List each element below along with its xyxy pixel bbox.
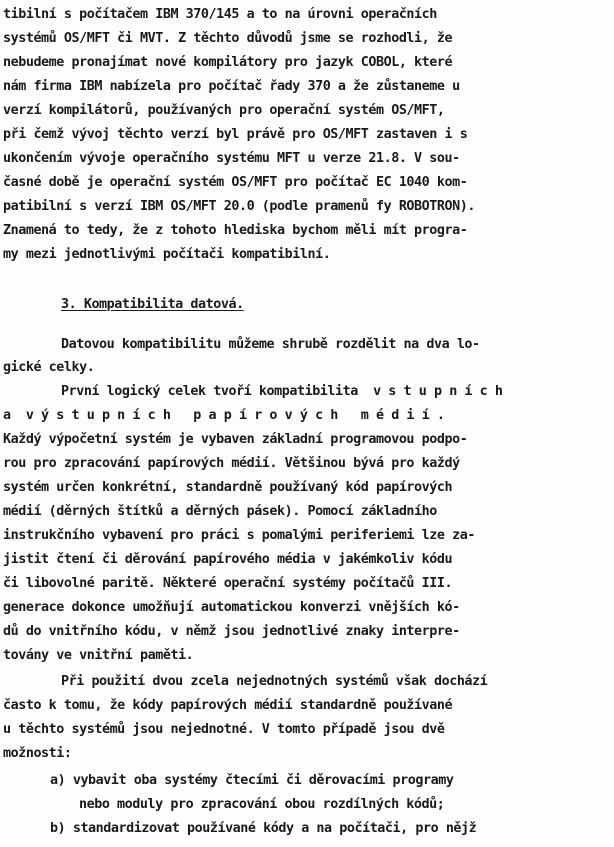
list-item-b: b) standardizovat používané kódy a na počítači, pro nějž [50,821,477,836]
text-line: nám firma IBM nabízela pro počítač řady 370 a že zůstaneme u [3,79,460,94]
text-line: často k tomu, že kódy papírových médií standardně používané [3,698,453,713]
text-line: či libovolné paritě. Některé operační systémy počítačů III. [3,576,453,591]
text-line: u těchto systémů jsou nejednotné. V tomto případě jsou dvě [3,722,445,737]
text-line: a v ý s t u p n í c h p a p í r o v ý c h m é d i í . [3,408,445,423]
text-line: médií (děrných štítků a děrných pásek). Pomocí základního [3,504,437,519]
list-item-a: a) vybavit oba systémy čtecími či děrovacími programy [50,773,454,788]
text-line: První logický celek tvoří kompatibilita v s t u p n í c h [61,384,503,399]
text-line: při čemž vývoj těchto verzí byl právě pro OS/MFT zastaven i s [3,127,468,142]
text-line: tibilní s počítačem IBM 370/145 a to na úrovni operačních [3,7,437,22]
text-line: Znamená to tedy, že z tohoto hlediska bychom měli mít progra- [3,223,468,238]
text-line: ukončením vývoje operačního systému MFT u verze 21.8. V sou- [3,151,460,166]
text-line: možnosti: [3,746,72,761]
text-line: gické celky. [3,360,95,375]
text-line: dů do vnitřního kódu, v němž jsou jednotlivé znaky interpre- [3,624,460,639]
text-line: rou pro zpracování papírových médií. Většinou bývá pro každý [3,456,460,471]
text-line: Při použití dvou zcela nejednotných systémů však dochází [61,674,488,689]
text-line: instrukčního vybavení pro práci s pomalými periferiemi lze za- [3,528,475,543]
text-line: Datovou kompatibilitu můžeme shrubě rozdělit na dva lo- [61,337,480,352]
list-item-a-continuation: nebo moduly pro zpracování obou rozdílných kódů; [79,797,445,812]
text-line: Každý výpočetní systém je vybaven základní programovou podpo- [3,432,468,447]
section-heading: 3. Kompatibilita datová. [61,297,244,312]
text-line: verzí kompilátorů, používaných pro operační systém OS/MFT, [3,103,445,118]
text-line: systém určen konkrétní, standardně používaný kód papírových [3,480,453,495]
text-line: jistit čtení či děrování papírového média v jakémkoliv kódu [3,552,453,567]
text-line: nebudeme pronajímat nové kompilátory pro jazyk COBOL, které [3,55,453,70]
text-line: časné době je operační systém OS/MFT pro počítač EC 1040 kom- [3,175,468,190]
text-line: systémů OS/MFT či MVT. Z těchto důvodů jsme se rozhodli, že [3,31,453,46]
text-line: my mezi jednotlivými počítači kompatibilní. [3,247,331,262]
text-line: generace dokonce umožňují automatickou konverzi vnějších kó- [3,600,460,615]
text-line: továny ve vnitřní paměti. [3,648,194,663]
text-line: patibilní s verzí IBM OS/MFT 20.0 (podle pramenů fy ROBOTRON). [3,199,475,214]
